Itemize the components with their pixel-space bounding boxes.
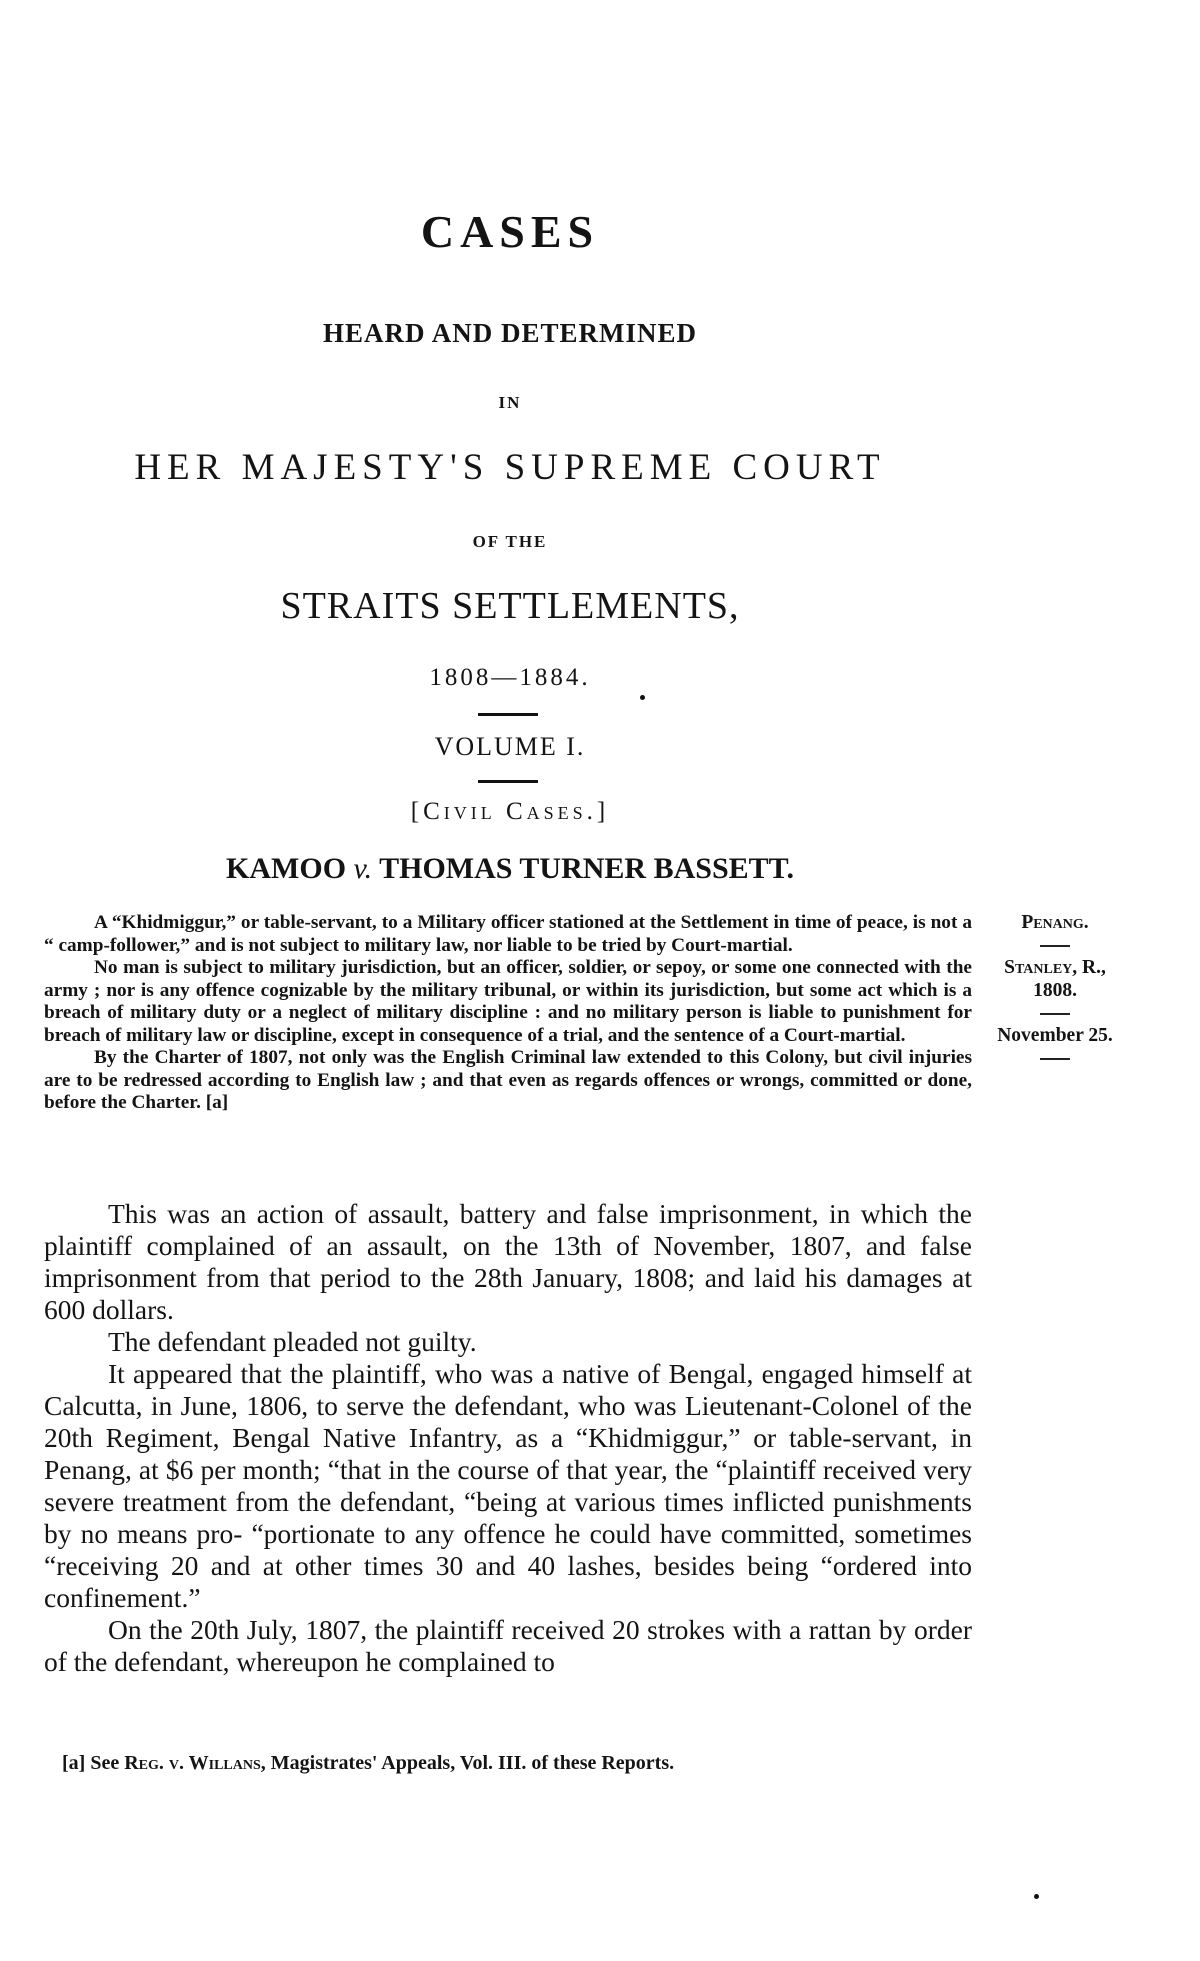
case-name	[0, 852, 1020, 886]
footnote-text-after: Magistrates' Appeals, Vol. III. of these Reports.	[270, 1752, 675, 1774]
scan-speck	[1034, 1894, 1039, 1899]
headnote-paragraph: A “Khidmiggur,” or table-servant, to a Military officer stationed at the Settlement in time of peace, is not a “ camp-follower,” and is not subject to military law, nor liable to be tried by Court-martial.	[44, 912, 972, 956]
case-plaintiff: KAMOO	[226, 852, 347, 885]
case-defendant: THOMAS TURNER BASSETT.	[379, 852, 794, 885]
margin-rule	[980, 1047, 1130, 1070]
divider-rule	[478, 780, 538, 783]
year-range: 1808—1884.	[429, 664, 591, 691]
margin-judge: Stanley, R.,	[1004, 957, 1106, 978]
body-paragraph: This was an action of assault, battery and false imprisonment, in which the plaintiff complained of an assault, on the 13th of November, 1807, and false imprisonment from that period to the 28th January, 1808; and laid his damages at 600 dollars.	[44, 1198, 972, 1325]
straits-settlements-heading: STRAITS SETTLEMENTS,	[280, 585, 740, 627]
footnote-marker: [a]	[62, 1752, 86, 1774]
headnote-paragraph: By the Charter of 1807, not only was the English Criminal law extended to this Colony, but civil injuries are to be redressed according to English law ; and that even as regards offences or wrongs, committed or done, before the Charter. [a]	[44, 1047, 972, 1113]
margin-year: 1808.	[1033, 979, 1077, 1001]
subtitle-heard-determined: HEARD AND DETERMINED	[322, 318, 698, 348]
page-title: CASES	[420, 206, 600, 257]
scan-speck	[640, 695, 645, 700]
footnote-text-before: See	[90, 1752, 120, 1774]
body-paragraph: The defendant pleaded not guilty.	[108, 1326, 477, 1357]
body-paragraph: It appeared that the plaintiff, who was a native of Bengal, engaged himself at Calcutta, in June, 1806, to serve the defendant, who was Lieutenant-Colonel of the 20th Regiment, Bengal Native Infantry, as a “Khidmiggur,” or table-servant, in Penang, at $6 per month; “that in the course of that year, the “plaintiff received very severe treatment from the defendant, “being at various times inflicted punishments by no means pro- “portionate to any offence he could have committed, sometimes “receiving 20 and at other times 30 and 40 lashes, besides being “ordered into confinement.”	[44, 1358, 972, 1613]
volume-label: VOLUME I.	[434, 732, 586, 761]
case-versus: v.	[353, 852, 373, 885]
body-paragraph: On the 20th July, 1807, the plaintiff received 20 strokes with a rattan by order of the defendant, whereupon he complained to	[44, 1614, 972, 1677]
subtitle-of-the: OF THE	[472, 532, 548, 551]
margin-place: Penang.	[1021, 912, 1089, 933]
court-name: HER MAJESTY'S SUPREME COURT	[134, 447, 886, 488]
headnote	[44, 912, 972, 1115]
subtitle-in: IN	[498, 393, 522, 412]
margin-date: November 25.	[997, 1024, 1113, 1046]
margin-rule	[980, 1002, 1130, 1025]
footnote-case: Reg. v. Willans,	[124, 1752, 266, 1774]
margin-rule	[980, 935, 1130, 958]
divider-rule	[478, 713, 538, 716]
section-label: [Civil Cases.]	[410, 798, 610, 825]
footnote	[62, 1752, 962, 1775]
body-text	[44, 1198, 972, 1678]
margin-notes	[980, 912, 1130, 1070]
headnote-paragraph: No man is subject to military jurisdiction, but an officer, soldier, or sepoy, or some one connected with the army ; nor is any offence cognizable by the military tribunal, or within its jurisdiction, but some act which is a breach of military duty or a neglect of military discipline : and no military person is liable to punishment for breach of military law or discipline, except in consequence of a trial, and the sentence of a Court-martial.	[44, 957, 972, 1046]
